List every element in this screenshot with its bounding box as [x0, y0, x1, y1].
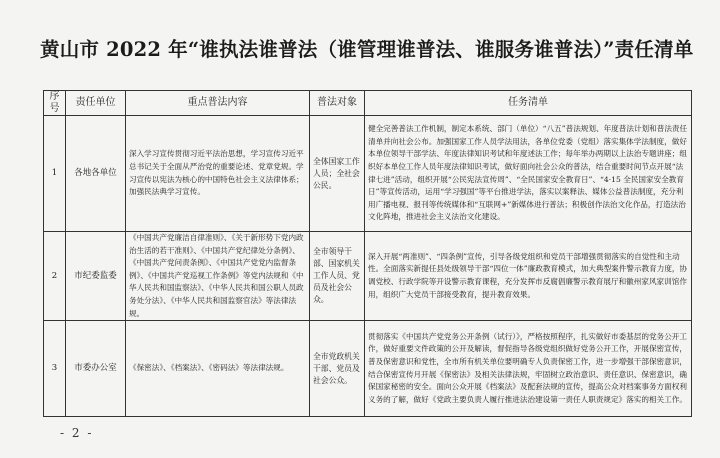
row-content: 《保密法》、《档案法》、《密码法》等法律法规。 — [126, 321, 310, 417]
table-row — [44, 321, 692, 417]
table-header-row — [44, 91, 692, 116]
header-content: 重点普法内容 — [126, 91, 310, 116]
row-seq: 3 — [44, 321, 66, 417]
header-unit: 责任单位 — [66, 91, 126, 116]
row-content: 深入学习宣传贯彻习近平法治思想，学习宣传习近平总书记关于全面从严治党的重要论述、党章党规。学习宣传以宪法为核心的中国特色社会主义法律体系；加强民法典学习宣传。 — [126, 116, 310, 232]
row-seq: 1 — [44, 116, 66, 232]
row-task: 健全完善普法工作机制，制定本系统、部门（单位）“八五”普法规划、年度普法计划和普法责任清单并向社会公布。加强国家工作人员学法用法，各单位党委（党组）落实集体学法制度，做好本单位领导干部学法、年度法律知识考试和年度述法工作；每年举办两期以上法治专题讲座；组织好本单位工作人员年度法律知识考试，做好面向社会公众的普法，结合重要时间节点开展“法律七进”活动，组织开展“公民宪法宣传周”、“全民国家安全教育日”、“4·15 全民国家安全教育日”等宣传活动，运用“学习强国”等平台推进学法，落实以案释法、媒体公益普法制度，充分利用广播电视、报刊等传统媒体和“互联网+”新媒体进行普法；积极创作法治文化作品，打造法治文化阵地，推进社会主义法治文化建设。 — [365, 116, 692, 232]
table-row — [44, 232, 692, 321]
header-task: 任务清单 — [365, 91, 692, 116]
row-object: 全市领导干部、国家机关工作人员、党员及社会公众。 — [310, 232, 365, 321]
row-unit: 市纪委监委 — [66, 232, 126, 321]
row-task: 深入开展“两准则”、“四条例”宣传，引导各级党组织和党员干部增强贯彻落实的自觉性和主动性。全面落实新提任县处级领导干部“四位一体”廉政教育模式，加大典型案件警示教育力度，协调党校、行政学院等开设警示教育课程，充分发挥市反腐倡廉警示教育展厅和徽州家风家训馆作用，组织广大党员干部接受教育，提升教育效果。 — [365, 232, 692, 321]
row-object: 全体国家工作人员；全社会公民。 — [310, 116, 365, 232]
row-object: 全市党政机关干部、党员及社会公众。 — [310, 321, 365, 417]
header-object: 普法对象 — [310, 91, 365, 116]
row-content: 《中国共产党廉洁自律准则》、《关于新形势下党内政治生活的若干准则》、《中国共产党纪律处分条例》、《中国共产党问责条例》、《中国共产党党内监督条例》、《中国共产党巡视工作条例》等党内法规和《中华人民共和国监察法》、《中华人民共和国公职人员政务处分法》、《中华人民共和国监察官法》等法律法规。 — [126, 232, 310, 321]
row-task: 贯彻落实《中国共产党党务公开条例（试行）》，严格按照程序，扎实做好市委基层的党务公开工作，做好重要文件政策的公开及解读，督促指导各级党组织做好党务公开工作，开展保密宣传，普及保密意识和党性，全市所有机关单位要明确专人负责保密工作，进一步增强干部保密意识，结合保密宣传月开展《保密法》及相关法律法规，牢固树立政治意识、责任意识、保密意识，确保国家秘密的安全。面向公众开展《档案法》及配套法规的宣传，提高公众对档案事务方面权利义务的了解，做好《党政主要负责人履行推进法治建设第一责任人职责规定》落实的相关工作。 — [365, 321, 692, 417]
responsibility-table — [43, 90, 692, 417]
row-unit: 各地各单位 — [66, 116, 126, 232]
table-row — [44, 116, 692, 232]
row-unit: 市委办公室 — [66, 321, 126, 417]
page-number: - 2 - — [60, 426, 94, 440]
document-title: 黄山市 2022 年“谁执法谁普法（谁管理谁普法、谁服务谁普法）”责任清单 — [40, 38, 694, 61]
header-seq: 序号 — [44, 91, 66, 116]
row-seq: 2 — [44, 232, 66, 321]
